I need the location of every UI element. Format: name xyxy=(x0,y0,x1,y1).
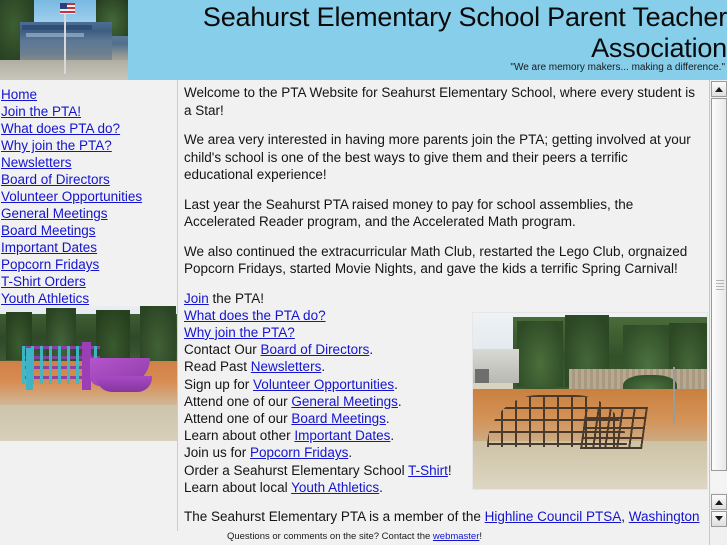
intro-paragraph-1: Welcome to the PTA Website for Seahurst Elementary School, where every student is a Star! xyxy=(184,85,695,118)
sidebar-nav xyxy=(1,86,177,307)
sidebar-item-board-of-directors[interactable]: Board of Directors xyxy=(1,172,110,187)
list-item xyxy=(184,341,484,358)
triangle-down-icon xyxy=(715,516,723,521)
link-prefix: Sign up for xyxy=(184,376,254,392)
page-title-line2: Association xyxy=(591,33,727,63)
link-popcorn-fridays[interactable]: Popcorn Fridays xyxy=(250,445,349,461)
scroll-up-button-secondary[interactable] xyxy=(711,494,727,510)
closing-prefix: The Seahurst Elementary PTA is a member of the xyxy=(184,508,485,524)
list-item xyxy=(184,427,484,444)
closing-mid: , xyxy=(621,508,629,524)
vertical-scrollbar[interactable] xyxy=(709,80,727,545)
list-item xyxy=(184,290,484,307)
list-item xyxy=(184,462,484,479)
quick-links-list xyxy=(184,290,484,496)
scroll-up-button[interactable] xyxy=(711,81,727,97)
page-title-line1: Seahurst Elementary School Parent Teacher xyxy=(202,2,727,32)
link-prefix: Order a Seahurst Elementary School xyxy=(184,462,409,478)
page-title xyxy=(140,2,727,64)
link-prefix: Contact Our xyxy=(184,342,261,358)
sidebar-item-why-join-the-pta[interactable]: Why join the PTA? xyxy=(1,138,112,153)
footer-suffix: ! xyxy=(479,531,483,542)
sidebar-item-what-does-pta-do[interactable]: What does PTA do? xyxy=(1,121,121,136)
sidebar-item-newsletters[interactable]: Newsletters xyxy=(1,155,72,170)
triangle-up-icon xyxy=(715,87,723,92)
link-suffix: the PTA! xyxy=(208,290,265,306)
link-important-dates[interactable]: Important Dates xyxy=(294,428,391,444)
link-why-join-the-pta[interactable]: Why join the PTA? xyxy=(184,324,295,340)
list-item xyxy=(184,479,484,496)
sidebar-item-general-meetings[interactable]: General Meetings xyxy=(1,206,108,221)
link-general-meetings[interactable]: General Meetings xyxy=(291,393,398,409)
grip-icon xyxy=(716,280,724,290)
sidebar-item-home[interactable]: Home xyxy=(1,87,38,102)
scroll-down-button[interactable] xyxy=(711,511,727,527)
link-volunteer-opportunities[interactable]: Volunteer Opportunities xyxy=(253,376,395,392)
link-prefix: Join us for xyxy=(184,445,251,461)
sidebar-item-board-meetings[interactable]: Board Meetings xyxy=(1,223,96,238)
site-header xyxy=(0,0,727,80)
link-suffix: . xyxy=(369,342,374,358)
link-suffix: . xyxy=(394,376,398,392)
sidebar-item-volunteer-opportunities[interactable]: Volunteer Opportunities xyxy=(1,189,143,204)
link-join[interactable]: Join xyxy=(184,290,209,306)
link-washington[interactable]: Washington xyxy=(628,508,700,524)
link-suffix: . xyxy=(321,359,326,375)
link-suffix: . xyxy=(379,479,383,495)
link-board-of-directors[interactable]: Board of Directors xyxy=(260,342,370,358)
list-item xyxy=(184,393,484,410)
site-tagline: "We are memory makers... making a difference." xyxy=(510,62,725,73)
list-item xyxy=(184,376,484,393)
list-item xyxy=(184,358,484,375)
link-suffix: . xyxy=(385,410,390,426)
sidebar-item-join-the-pta[interactable]: Join the PTA! xyxy=(1,104,82,119)
link-what-does-the-pta-do[interactable]: What does the PTA do? xyxy=(184,307,326,323)
link-suffix: . xyxy=(390,428,395,444)
scrollbar-thumb[interactable] xyxy=(711,98,727,471)
list-item xyxy=(184,444,484,461)
triangle-up-icon xyxy=(715,500,723,505)
footer xyxy=(0,531,709,545)
link-prefix: Learn about other xyxy=(184,428,295,444)
list-item xyxy=(184,307,484,324)
main-content xyxy=(179,80,709,545)
intro-paragraph-2: We area very interested in having more parents join the PTA; getting involved at your child's school is one of the best ways to give them and their peers a terrific educational experience! xyxy=(184,132,691,182)
footer-prefix: Questions or comments on the site? Contact the xyxy=(226,531,433,542)
intro-paragraph-3: Last year the Seahurst PTA raised money to pay for school assemblies, the Accelerated Reader program, and the Accelerated Math program. xyxy=(184,196,634,229)
link-highline-council-ptsa[interactable]: Highline Council PTSA xyxy=(484,508,622,524)
sidebar-item-tshirt-orders[interactable]: T-Shirt Orders xyxy=(1,274,86,289)
school-building-photo xyxy=(0,0,128,80)
sidebar-item-youth-athletics[interactable]: Youth Athletics xyxy=(1,291,90,306)
closing-paragraph xyxy=(184,508,700,526)
link-suffix: . xyxy=(348,445,353,461)
playground-dome-photo xyxy=(472,312,708,490)
link-webmaster[interactable]: webmaster xyxy=(432,531,480,542)
playground-slide-photo xyxy=(0,306,177,441)
intro-paragraph-4: We also continued the extracurricular Math Club, restarted the Lego Club, orgnaized Popcorn Fridays, started Movie Nights, and gave the kids a terrific Spring Carnival! xyxy=(184,243,688,276)
link-prefix: Read Past xyxy=(184,359,251,375)
link-newsletters[interactable]: Newsletters xyxy=(250,359,322,375)
link-prefix: Attend one of our xyxy=(184,410,292,426)
sidebar-item-popcorn-fridays[interactable]: Popcorn Fridays xyxy=(1,257,100,272)
page-body xyxy=(0,80,727,545)
link-prefix: Attend one of our xyxy=(184,393,292,409)
sidebar-item-important-dates[interactable]: Important Dates xyxy=(1,240,98,255)
link-tshirt[interactable]: T-Shirt xyxy=(408,462,448,478)
link-prefix: Learn about local xyxy=(184,479,292,495)
link-suffix: ! xyxy=(447,462,452,478)
link-suffix: . xyxy=(397,393,402,409)
list-item xyxy=(184,410,484,427)
link-board-meetings[interactable]: Board Meetings xyxy=(291,410,386,426)
sidebar xyxy=(0,80,178,545)
list-item xyxy=(184,324,484,341)
link-youth-athletics[interactable]: Youth Athletics xyxy=(291,479,380,495)
